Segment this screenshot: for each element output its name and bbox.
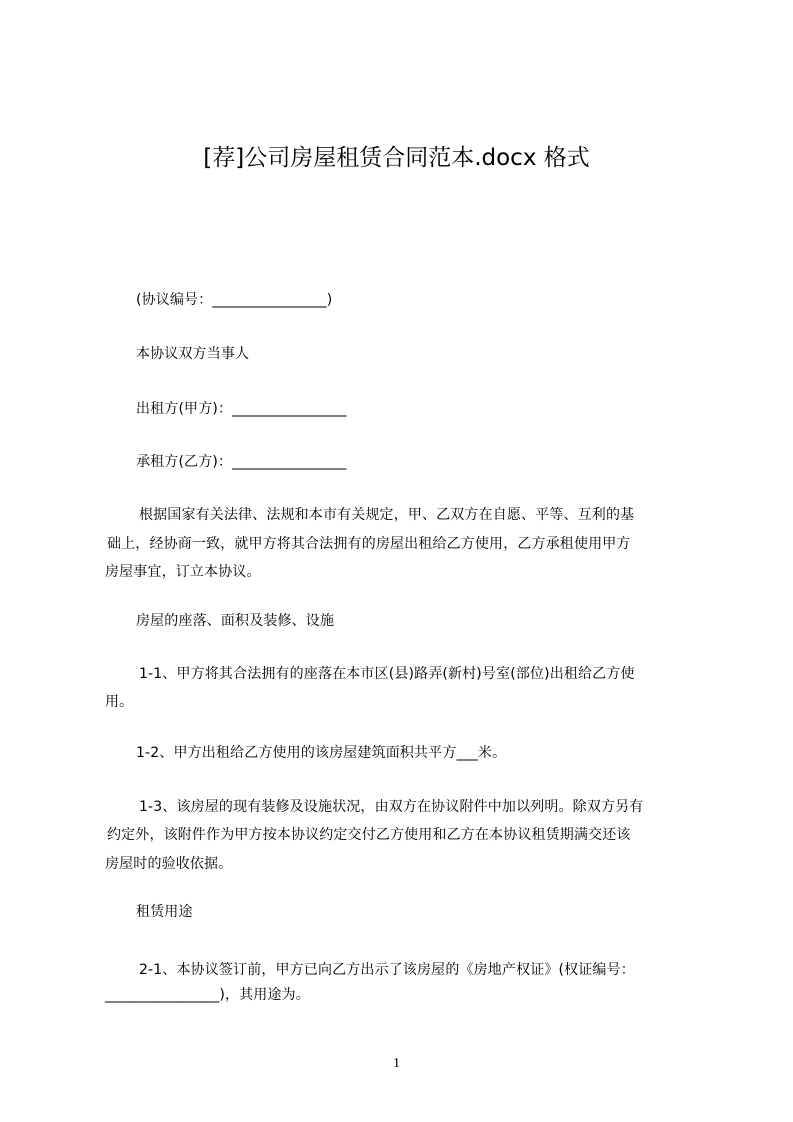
clause-2-1-line: 2-1、本协议签订前，甲方已向乙方出示了该房屋的《房地产权证》(权证编号： — [139, 962, 635, 978]
section-heading: 租赁用途 — [136, 904, 193, 920]
page-number: 1 — [393, 1056, 400, 1071]
intro-line: 础上，经协商一致，就甲方将其合法拥有的房屋出租给乙方使用，乙方承租使用甲方 — [107, 536, 631, 552]
parties-heading: 本协议双方当事人 — [136, 346, 250, 362]
clause-2-1-line: ________________)，其用途为。 — [105, 987, 310, 1003]
clause-1-1-line: 用。 — [105, 694, 134, 710]
intro-line: 房屋事宜，订立本协议。 — [105, 564, 261, 580]
document-title: [荐]公司房屋租赁合同范本.docx 格式 — [203, 145, 590, 171]
clause-1-2: 1-2、甲方出租给乙方使用的该房屋建筑面积共平方___米。 — [136, 745, 507, 761]
clause-1-3-line: 约定外，该附件作为甲方按本协议约定交付乙方使用和乙方在本协议租赁期满交还该 — [107, 827, 631, 843]
lessor-field: 出租方(甲方)：________________ — [136, 401, 347, 417]
section-heading: 房屋的座落、面积及装修、设施 — [136, 613, 335, 629]
clause-1-3-line: 1-3、该房屋的现有装修及设施状况，由双方在协议附件中加以列明。除双方另有 — [139, 799, 644, 815]
agreement-number: (协议编号：________________) — [136, 292, 333, 308]
lessee-field: 承租方(乙方)：________________ — [136, 454, 347, 470]
clause-1-3-line: 房屋时的验收依据。 — [105, 856, 233, 872]
clause-1-1-line: 1-1、甲方将其合法拥有的座落在本市区(县)路弄(新村)号室(部位)出租给乙方使 — [139, 666, 635, 682]
intro-line: 根据国家有关法律、法规和本市有关规定，甲、乙双方在自愿、平等、互利的基 — [139, 507, 635, 523]
